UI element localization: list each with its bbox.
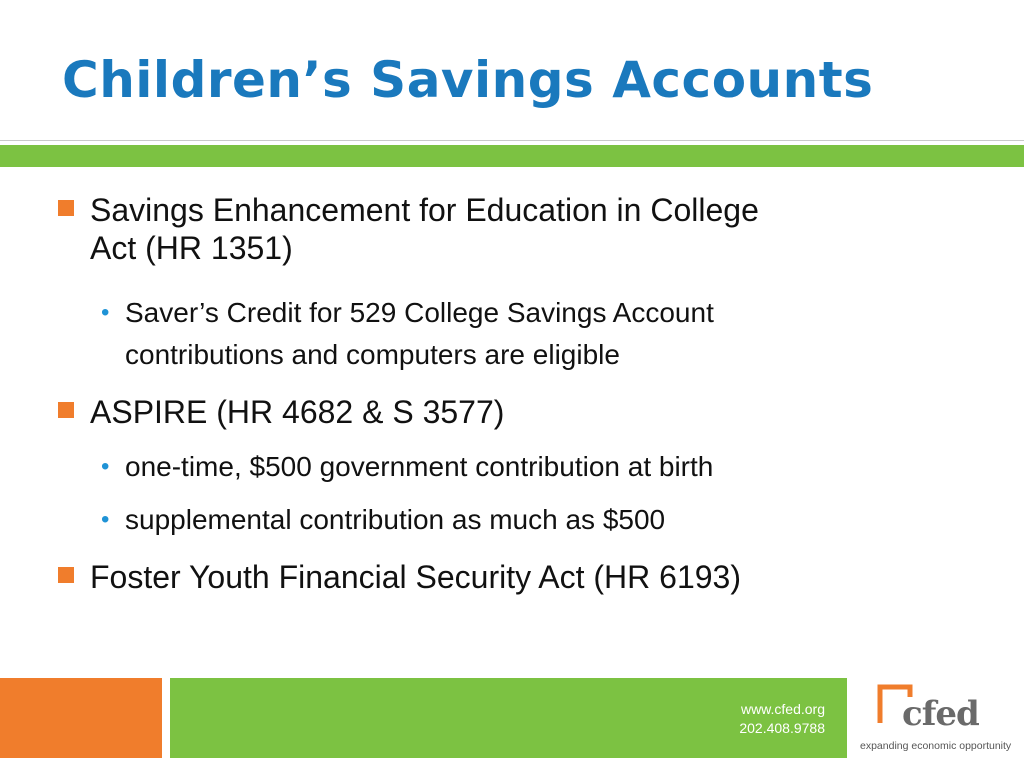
title-divider (0, 140, 1024, 141)
blue-dot-bullet-icon: • (101, 506, 110, 533)
orange-square-bullet-icon (58, 402, 74, 418)
orange-square-bullet-icon (58, 200, 74, 216)
cfed-logo (858, 680, 1018, 758)
sub-bullet-text-line: supplemental contribution as much as $500 (125, 504, 666, 535)
footer-green-block (170, 678, 847, 758)
blue-dot-bullet-icon: • (101, 453, 110, 480)
orange-square-bullet-icon (58, 567, 74, 583)
bullet-item-1 (90, 191, 950, 267)
sub-bullet-item-1-1 (101, 292, 955, 376)
logo-tagline: expanding economic opportunity (860, 740, 1012, 752)
sub-bullet-text-line: Saver’s Credit for 529 College Savings Account (125, 297, 714, 328)
website-link[interactable]: www.cfed.org (740, 701, 825, 717)
sub-bullet-item-2-1 (101, 446, 955, 488)
sub-bullet-text-line: one-time, $500 government contribution at birth (125, 451, 714, 482)
blue-dot-bullet-icon: • (101, 299, 110, 326)
footer-orange-block (0, 678, 162, 758)
bullet-text-line: ASPIRE (HR 4682 & S 3577) (90, 394, 505, 430)
sub-bullet-item-2-2 (101, 499, 955, 541)
bullet-text-line: Foster Youth Financial Security Act (HR 6193) (90, 559, 741, 595)
bullet-text-line: Savings Enhancement for Education in College (90, 192, 759, 228)
slide-title: Children’s Savings Accounts (62, 51, 874, 109)
bullet-item-2 (90, 393, 950, 431)
logo-wordmark: cfed (902, 694, 979, 734)
sub-bullet-text-line: contributions and computers are eligible (125, 339, 620, 370)
bullet-text-line: Act (HR 1351) (90, 230, 293, 266)
footer-contact (739, 700, 825, 738)
green-header-bar (0, 145, 1024, 167)
phone-number: 202.408.9788 (739, 720, 825, 736)
bullet-item-3 (90, 558, 950, 596)
